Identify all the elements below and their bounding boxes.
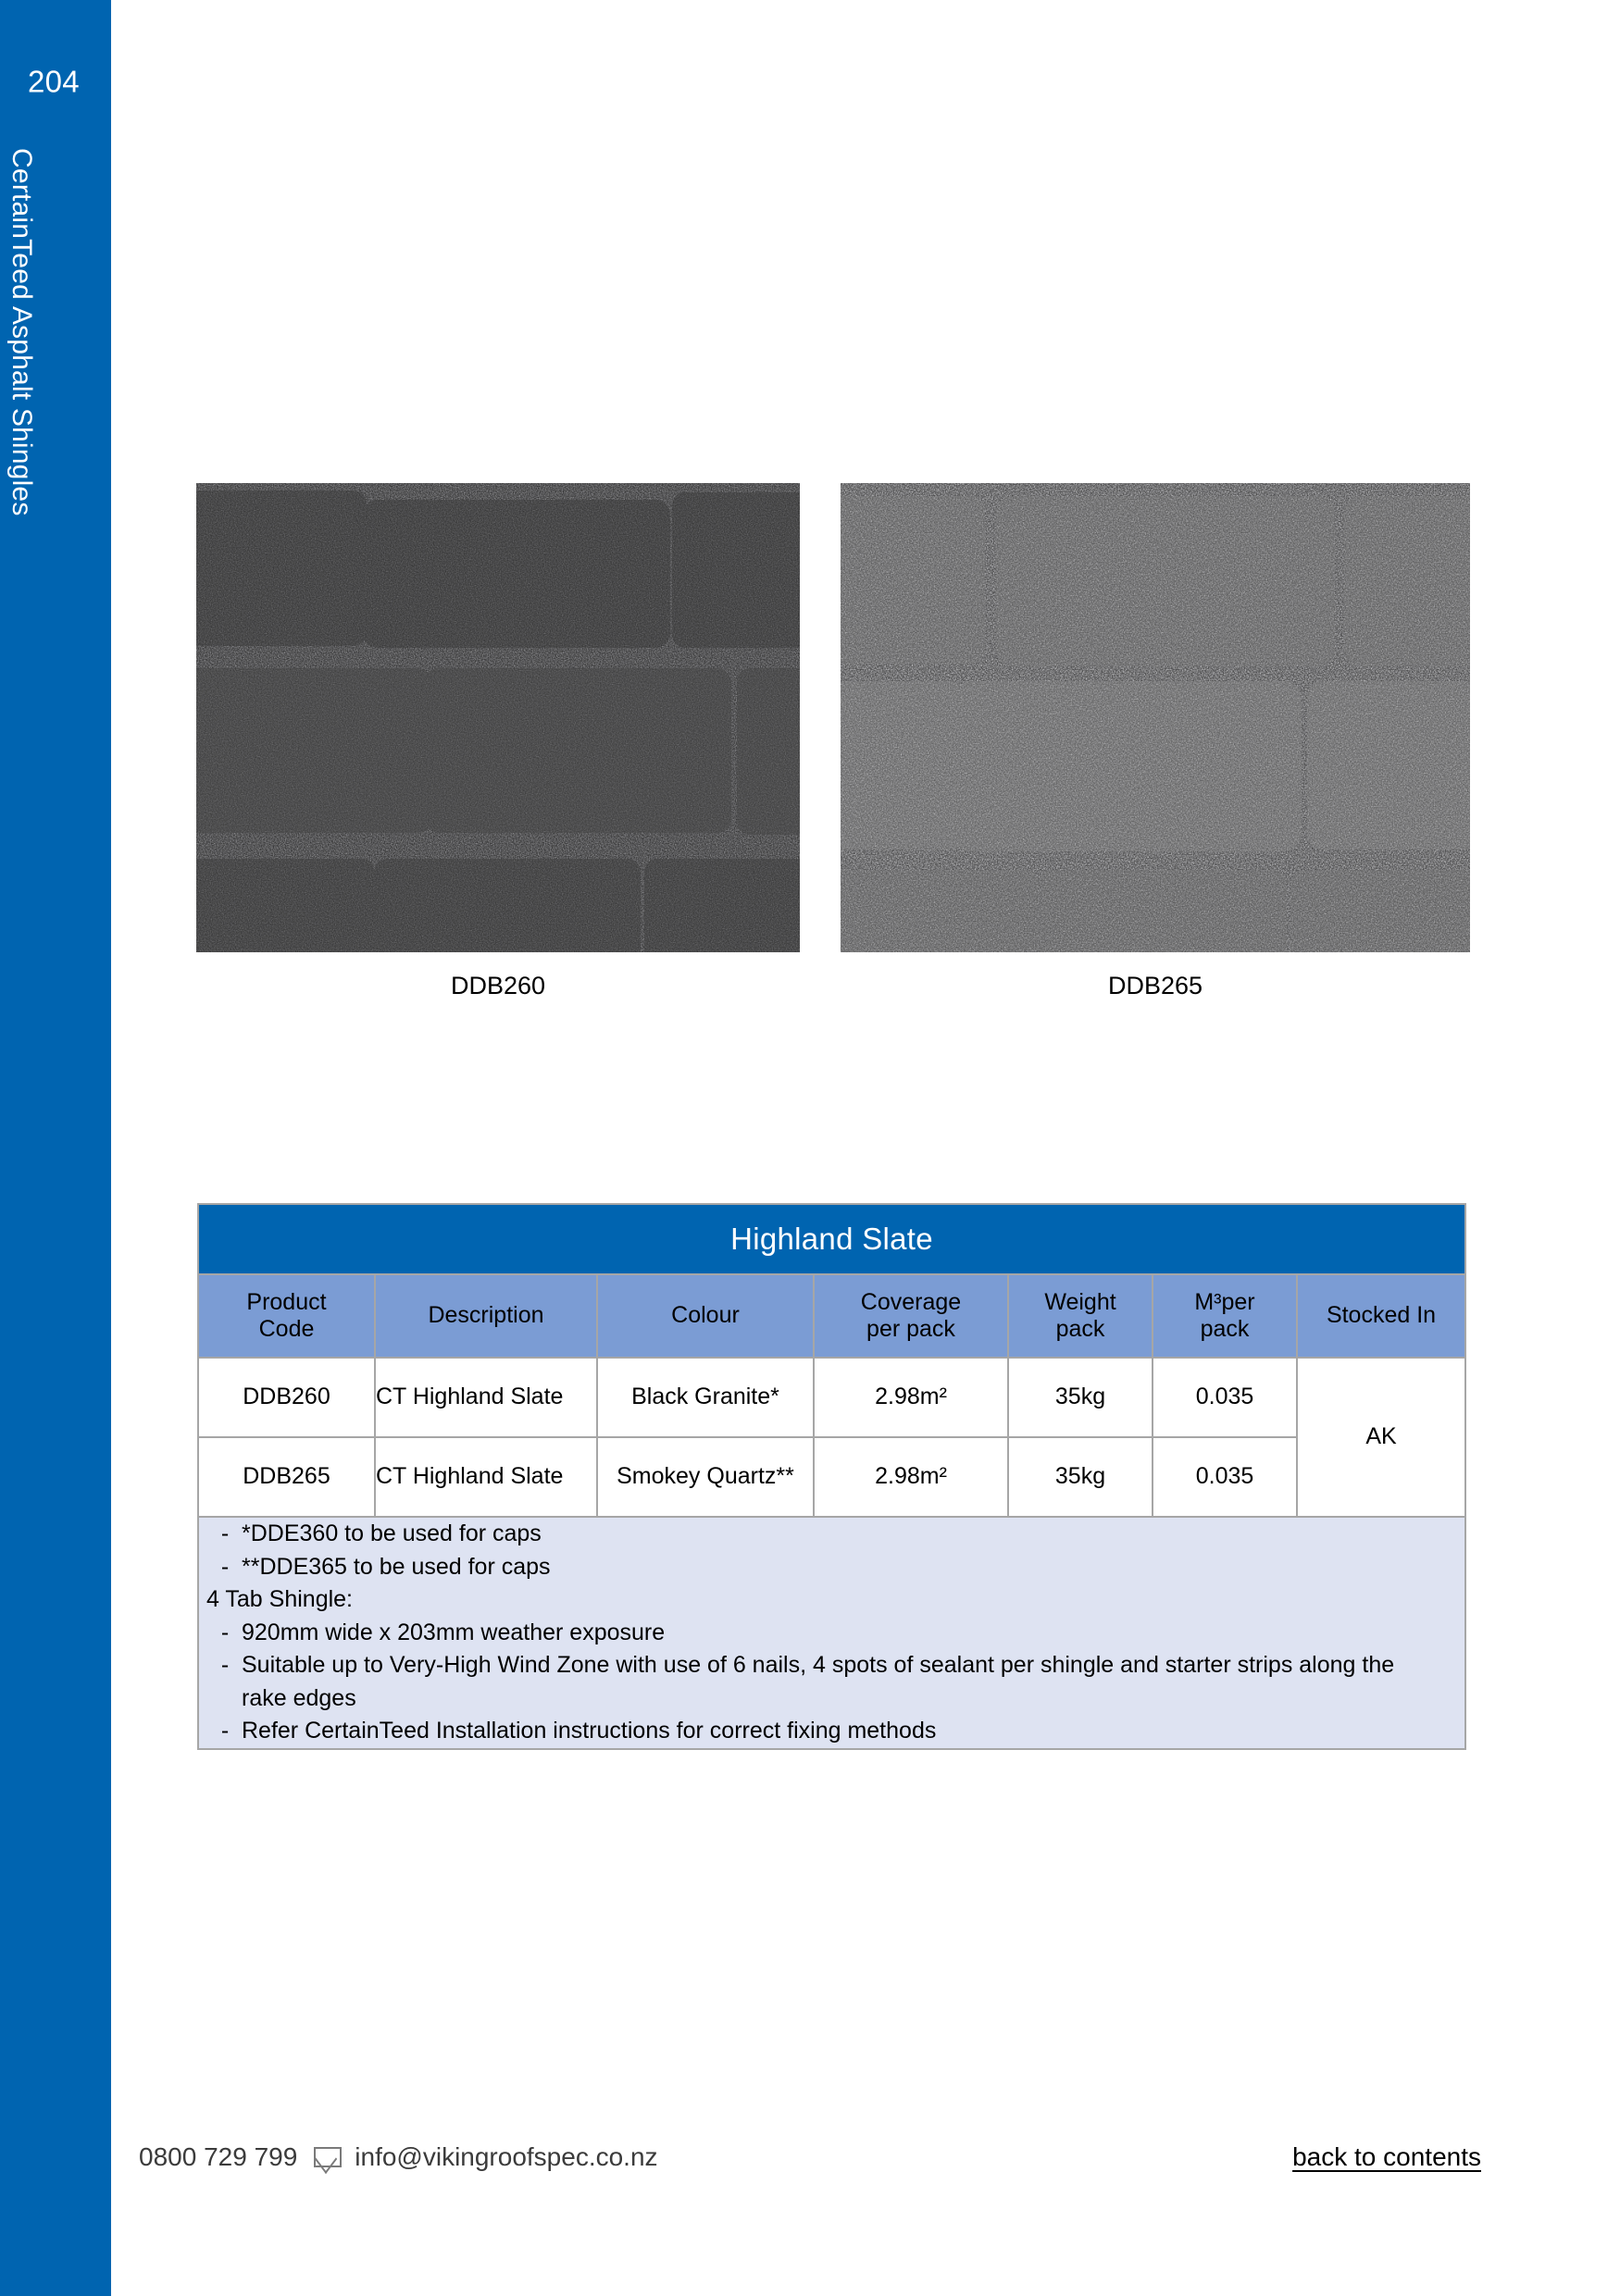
- cell-coverage: 2.98m²: [814, 1437, 1008, 1517]
- page-number: 204: [28, 64, 80, 99]
- note-item: [199, 1617, 1464, 1650]
- note-text: 920mm wide x 203mm weather exposure: [242, 1619, 666, 1645]
- note-bullet: -: [220, 1652, 230, 1678]
- column-header-description: Description: [375, 1274, 597, 1358]
- cell-stocked-in: AK: [1297, 1358, 1465, 1517]
- cell-m3: 0.035: [1153, 1358, 1297, 1437]
- header-line-2: per pack: [866, 1316, 955, 1342]
- table-header-row: [198, 1274, 1465, 1358]
- cell-description: CT Highland Slate: [375, 1437, 597, 1517]
- note-text: **DDE365 to be used for caps: [242, 1553, 551, 1580]
- note-item: [199, 1715, 1464, 1748]
- cell-colour: Black Granite*: [597, 1358, 814, 1437]
- cell-coverage: 2.98m²: [814, 1358, 1008, 1437]
- note-bullet: -: [220, 1718, 230, 1744]
- table-notes-row: [198, 1517, 1465, 1749]
- header-line-1: Coverage: [860, 1288, 962, 1315]
- note-text: Refer CertainTeed Installation instructions for correct fixing methods: [242, 1718, 937, 1744]
- page-footer: [139, 2142, 1481, 2185]
- note-item: [199, 1518, 1464, 1551]
- header-line-1: M³per: [1194, 1288, 1255, 1315]
- cell-m3: 0.035: [1153, 1437, 1297, 1517]
- table-title: Highland Slate: [198, 1204, 1465, 1274]
- column-header-colour: Colour: [597, 1274, 814, 1358]
- note-bullet: -: [220, 1619, 230, 1645]
- note-text: Suitable up to Very-High Wind Zone with use of 6 nails, 4 spots of sealant per shingle and starter strips along the rake edges: [242, 1652, 1395, 1711]
- smokey-quartz-shingle-art: [841, 483, 1470, 952]
- cell-weight: 35kg: [1008, 1437, 1153, 1517]
- black-granite-shingle-art: [196, 483, 800, 952]
- note-bullet: -: [220, 1553, 230, 1580]
- note-bullet: -: [220, 1520, 230, 1546]
- table-row: [198, 1358, 1465, 1437]
- note-item: [199, 1649, 1464, 1715]
- note-text: *DDE360 to be used for caps: [242, 1520, 542, 1546]
- note-item: [199, 1551, 1464, 1584]
- product-image-ddb260: [196, 483, 800, 952]
- cell-weight: 35kg: [1008, 1358, 1153, 1437]
- footer-phone: 0800 729 799: [139, 2142, 298, 2171]
- cell-product-code: DDB265: [198, 1437, 375, 1517]
- product-caption-ddb265: DDB265: [1107, 972, 1203, 999]
- header-line-1: Product: [246, 1288, 327, 1315]
- back-to-contents-link[interactable]: back to contents: [1292, 2142, 1481, 2171]
- envelope-icon: [314, 2147, 342, 2167]
- product-spec-table: [197, 1203, 1466, 1750]
- sidebar-section-title: CertainTeed Asphalt Shingles: [6, 148, 37, 516]
- header-line-2: Code: [258, 1316, 315, 1342]
- column-header-product-code: [198, 1274, 375, 1358]
- header-line-2: pack: [1200, 1316, 1250, 1342]
- cell-colour: Smokey Quartz**: [597, 1437, 814, 1517]
- cell-product-code: DDB260: [198, 1358, 375, 1437]
- table-title-row: [198, 1204, 1465, 1274]
- column-header-m3-per-pack: [1153, 1274, 1297, 1358]
- column-header-weight: [1008, 1274, 1153, 1358]
- header-line-1: Weight: [1044, 1288, 1116, 1315]
- product-image-row: [196, 483, 1470, 999]
- column-header-stocked-in: Stocked In: [1297, 1274, 1465, 1358]
- header-line-2: pack: [1055, 1316, 1105, 1342]
- sidebar: [0, 0, 111, 2296]
- footer-contact: [139, 2142, 658, 2172]
- product-image-ddb265: [841, 483, 1470, 952]
- note-heading: 4 Tab Shingle:: [206, 1586, 353, 1612]
- column-header-coverage: [814, 1274, 1008, 1358]
- cell-description: CT Highland Slate: [375, 1358, 597, 1437]
- table-row: [198, 1437, 1465, 1517]
- table-notes: [198, 1517, 1465, 1749]
- footer-email[interactable]: info@vikingroofspec.co.nz: [355, 2142, 658, 2171]
- product-caption-ddb260: DDB260: [450, 972, 546, 999]
